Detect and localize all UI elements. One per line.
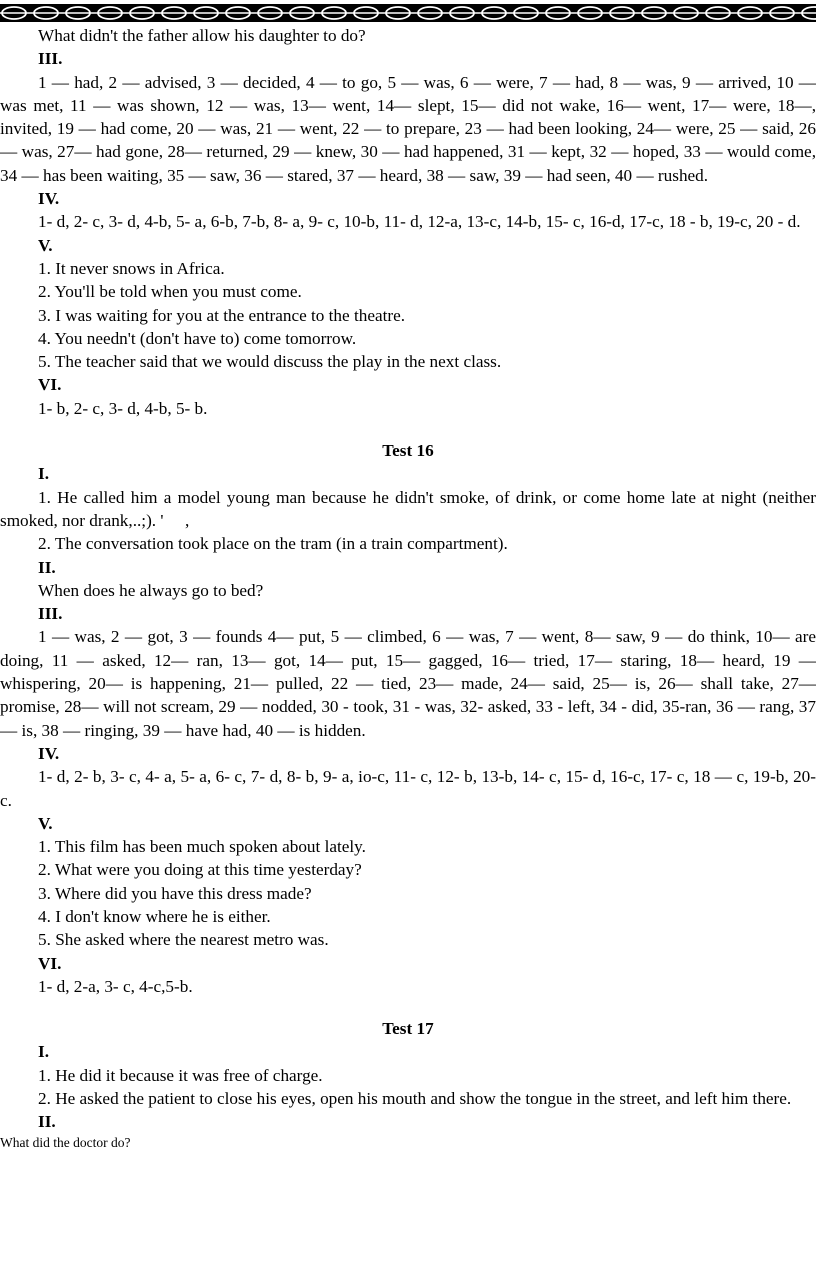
v-item: 2. You'll be told when you must come. [38, 282, 302, 302]
section-iv-answers: 1- d, 2- c, 3- d, 4-b, 5- a, 6-b, 7-b, 8- a, 9- c, 10-b, 11- d, 12-a, 13-c, 14-b, 15- c, 16-d, 17-c, 18 - b, 19-c, 20 - d. [38, 212, 801, 232]
t17-heading-i: I. [38, 1042, 49, 1062]
section-heading-vi: VI. [38, 375, 62, 395]
t17-i-answer-1: 1. He did it because it was free of charge. [38, 1065, 323, 1085]
t16-heading-ii: II. [38, 557, 56, 577]
chain-ornament [0, 4, 816, 22]
t16-i-answer-2: 2. The conversation took place on the tram (in a train compartment). [38, 534, 508, 554]
question-line: What didn't the father allow his daughter to do? [38, 26, 366, 45]
t16-v-item: 3. Where did you have this dress made? [38, 883, 312, 903]
t16-heading-iii: III. [38, 604, 63, 624]
t16-i-answer-1: 1. He called him a model young man because he didn't smoke, of drink, or come home late at night (neither smoked, nor drank,..;). ' , [0, 487, 816, 530]
t17-i-answer-2: 2. He asked the patient to close his eyes, open his mouth and show the tongue in the street, and left him there. [38, 1089, 792, 1109]
t16-iv-answers: 1- d, 2- b, 3- c, 4- a, 5- a, 6- c, 7- d, 8- b, 9- a, io-c, 11- c, 12- b, 13-b, 14- c, 15- d, 16-c, 17- c, 18 — c, 19-b, 20- c. [0, 767, 816, 810]
v-item: 3. I was waiting for you at the entrance to the theatre. [38, 305, 406, 325]
t16-iii-answers: 1 — was, 2 — got, 3 — founds 4— put, 5 — climbed, 6 — was, 7 — went, 8— saw, 9 — do think, 10— are doing, 11 — asked, 12— ran, 13— got, 14— put, 15— gagged, 16— tried, 17— staring, 18— heard, 19 — whispering, 20— is happening, 21— pulled, 22 — tied, 23— made, 24— said, 25— is, 26— shall take, 27— promise, 28— will not scream, 29 — nodded, 30 - took, 31 - was, 32- asked, 33 - left, 34 - did, 35-ran, 36 — rang, 37 — is, 38 — ringing, 39 — have had, 40 — is hidden. [0, 627, 816, 740]
t16-heading-vi: VI. [38, 953, 62, 973]
t16-v-item: 2. What were you doing at this time yesterday? [38, 860, 362, 880]
t17-question: What did the doctor do? [0, 1134, 131, 1150]
v-item: 4. You needn't (don't have to) come tomorrow. [38, 328, 357, 348]
section-heading-iii: III. [38, 49, 63, 69]
t16-v-item: 5. She asked where the nearest metro was. [38, 930, 329, 950]
section-heading-iv: IV. [38, 189, 60, 209]
v-item: 5. The teacher said that we would discuss the play in the next class. [38, 352, 502, 372]
test-17-title: Test 17 [382, 1019, 434, 1039]
section-iii-answers: 1 — had, 2 — advised, 3 — decided, 4 — to go, 5 — was, 6 — were, 7 — had, 8 — was, 9 — arrived, 10 — was met, 11 — was shown, 12 — was, 13— went, 14— slept, 15— did not wake, 16— went, 17— were, 18—, invited, 19 — had come, 20 — was, 21 — went, 22 — to prepare, 23 — had been looking, 24— were, 25 — said, 26— was, 27— had gone, 28— returned, 29 — knew, 30 — had happened, 31 — kept, 32 — hoped, 33 — would come, 34 — has been waiting, 35 — saw, 36 — stared, 37 — heard, 38 — saw, 39 — had seen, 40 — rushed. [0, 72, 816, 185]
t16-heading-v: V. [38, 813, 53, 833]
section-heading-v: V. [38, 235, 53, 255]
test-16-title: Test 16 [382, 441, 434, 461]
t16-vi-answers: 1- d, 2-a, 3- c, 4-c,5-b. [38, 976, 193, 996]
t16-question: When does he always go to bed? [38, 580, 264, 600]
t16-heading-iv: IV. [38, 743, 60, 763]
t17-heading-ii: II. [38, 1112, 56, 1132]
t16-v-item: 4. I don't know where he is either. [38, 906, 271, 926]
v-item: 1. It never snows in Africa. [38, 258, 225, 278]
section-vi-answers: 1- b, 2- c, 3- d, 4-b, 5- b. [38, 398, 208, 418]
t16-heading-i: I. [38, 464, 49, 484]
t16-v-item: 1. This film has been much spoken about lately. [38, 837, 366, 857]
answer-key-page [0, 24, 816, 1152]
decorative-border-band [0, 4, 816, 22]
